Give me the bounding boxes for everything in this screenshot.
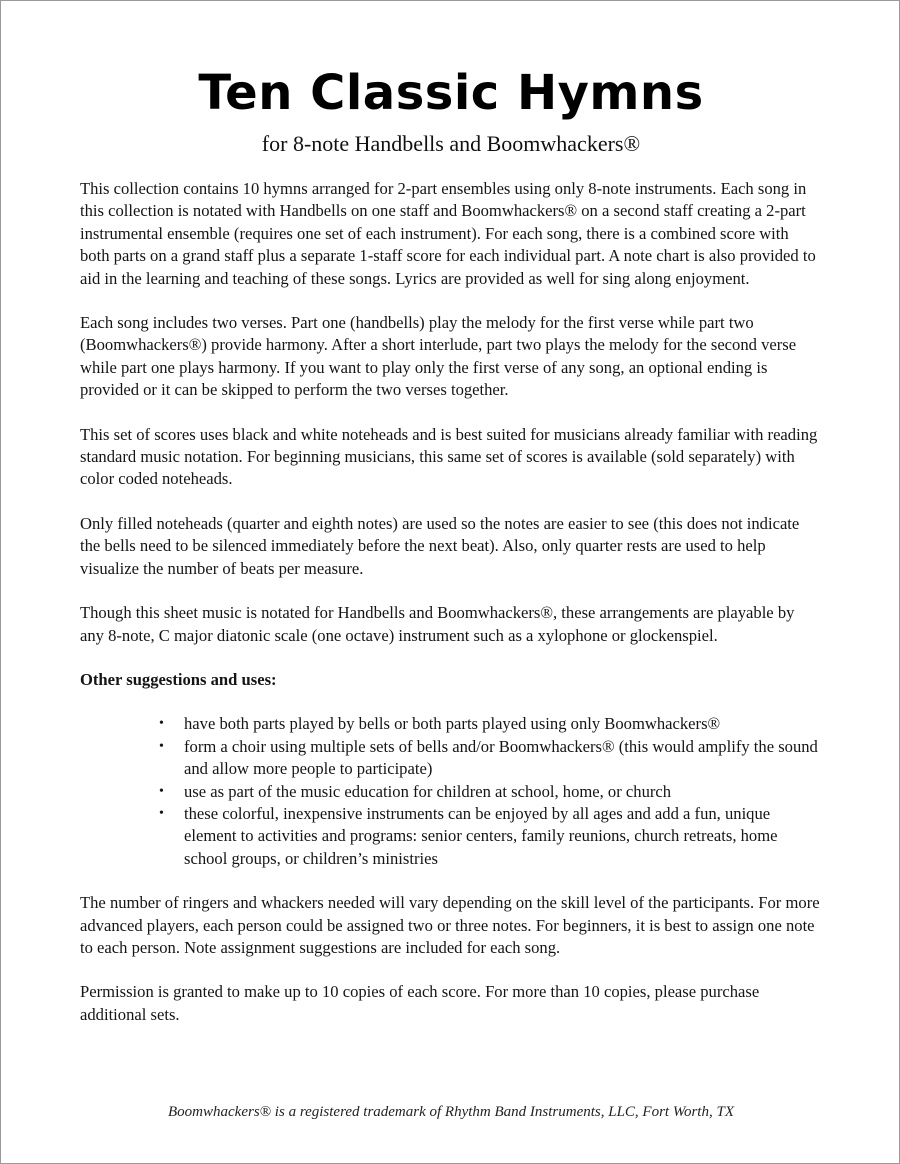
other-suggestions-heading: Other suggestions and uses: [80,669,277,689]
paragraph-collection-intro: This collection contains 10 hymns arranged for 2-part ensembles using only 8-note instruments. Each song in this collection is notated with Handbells on one staff and Boomwhackers® on a second staff creating a 2-part instrumental ensemble (requires one set of each instrument). For each song, there is a combined score with both parts on a grand staff plus a separate 1-staff score for each individual part. A note chart is also provided to aid in the learning and teaching of these songs. Lyrics are provided as well for sing along enjoyment. [80,179,816,288]
paragraph-ringers-whackers: The number of ringers and whackers needed will vary depending on the skill level of the participants. For more advanced players, each person could be assigned two or three notes. For beginners, it is best to assign one note to each person. Note assignment suggestions are included for each song. [80,893,820,957]
document-body [80,178,820,1026]
bullet-icon: • [159,783,164,799]
list-item-text: have both parts played by bells or both parts played using only Boomwhackers® [184,714,721,734]
list-item-text: use as part of the music education for children at school, home, or church [184,781,672,801]
bullet-icon: • [159,738,164,754]
paragraph-verses: Each song includes two verses. Part one (handbells) play the melody for the first verse while part two (Boomwhackers®) provide harmony. After a short interlude, part two plays the melody for the second verse while part one plays harmony. If you want to play only the first verse of any song, an optional ending is provided or it can be skipped to perform the two verses together. [80,313,797,400]
paragraph-permission: Permission is granted to make up to 10 copies of each score. For more than 10 copies, please purchase additional sets. [80,982,760,1024]
bullet-icon: • [159,716,164,732]
paragraph-noteheads-scores: This set of scores uses black and white noteheads and is best suited for musicians already familiar with reading standard music notation. For beginning musicians, this same set of scores is available (sold separately) with color coded noteheads. [80,424,818,489]
paragraph-other-instruments: Though this sheet music is notated for Handbells and Boomwhackers®, these arrangements are playable by any 8-note, C major diatonic scale (one octave) instrument such as a xylophone or glockenspiel. [80,603,795,645]
bullet-icon: • [159,805,164,821]
document-title: Ten Classic Hymns [198,65,704,121]
list-item [159,736,820,781]
list-item-text: these colorful, inexpensive instruments can be enjoyed by all ages and add a fun, unique element to activities and programs: senior centers, family reunions, church retreats, home school groups, or children’s ministries [184,803,778,868]
list-item [159,803,820,870]
list-item [159,713,820,735]
list-item [159,781,820,803]
other-suggestions-list [80,713,820,870]
paragraph-filled-noteheads: Only filled noteheads (quarter and eighth notes) are used so the notes are easier to see (this does not indicate the bells need to be silenced immediately before the next beat). Also, only quarter rests are used to help visualize the number of beats per measure. [80,513,800,578]
trademark-footer: Boomwhackers® is a registered trademark of Rhythm Band Instruments, LLC, Fort Worth, TX [168,1104,734,1120]
list-item-text: form a choir using multiple sets of bells and/or Boomwhackers® (this would amplify the sound and allow more people to participate) [184,736,818,779]
document-subtitle: for 8-note Handbells and Boomwhackers® [261,131,641,156]
